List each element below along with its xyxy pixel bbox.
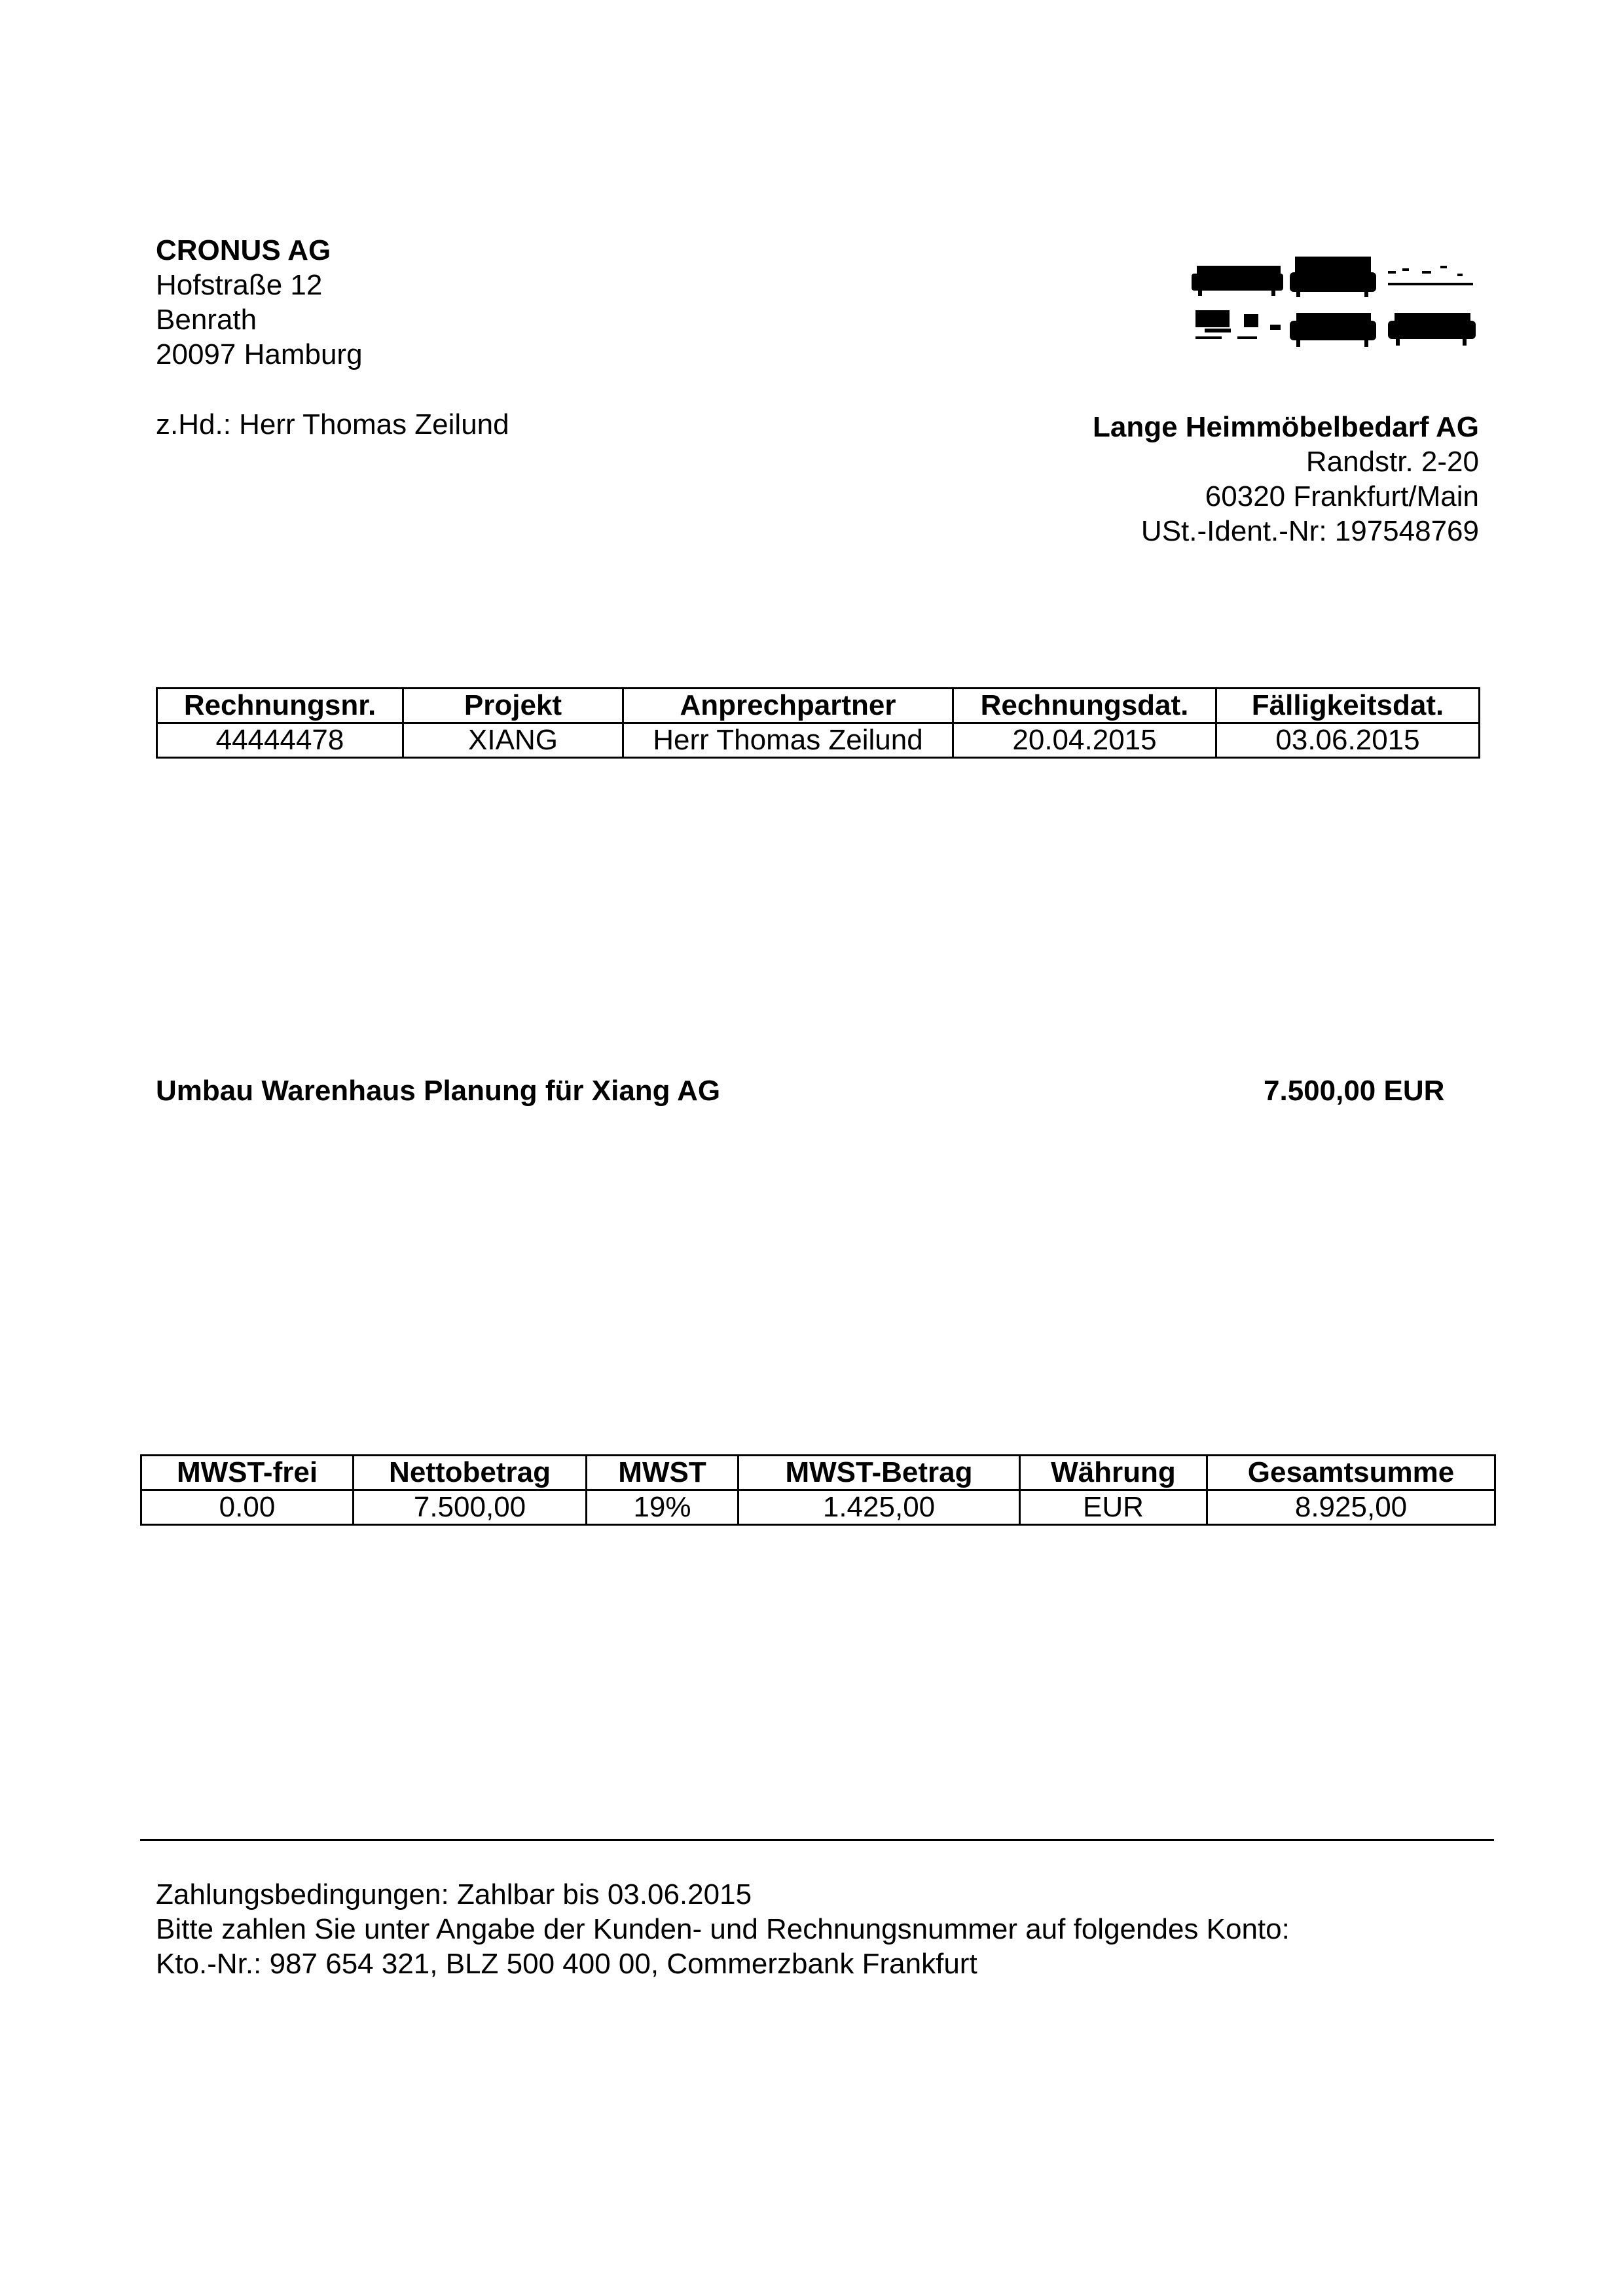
recipient-attention: z.Hd.: Herr Thomas Zeilund: [156, 408, 509, 440]
payment-instructions-line: Bitte zahlen Sie unter Angabe der Kunden- und Rechnungsnummer auf folgendes Konto:: [156, 1913, 1290, 1945]
recipient-city: 20097 Hamburg: [156, 338, 363, 370]
invoice-date: 20.04.2015: [953, 723, 1216, 758]
table-header-row: [141, 1456, 1495, 1490]
sofa-icon: [1192, 266, 1283, 296]
header-vat-rate: MWST: [587, 1456, 739, 1490]
sender-company: Lange Heimmöbelbedarf AG: [1092, 411, 1479, 443]
currency-value: EUR: [1020, 1490, 1207, 1525]
sofa-furniture-logo-icon: [1192, 251, 1480, 356]
header-project: Projekt: [403, 689, 623, 723]
vat-rate-value: 19%: [587, 1490, 739, 1525]
sofa-icon: [1290, 257, 1376, 297]
project: XIANG: [403, 723, 623, 758]
header-total: Gesamtsumme: [1207, 1456, 1495, 1490]
net-amount-value: 7.500,00: [354, 1490, 587, 1525]
table-row: [157, 723, 1480, 758]
sofa-icon: [1388, 266, 1473, 285]
payment-terms-line: Zahlungsbedingungen: Zahlbar bis 03.06.2015: [156, 1878, 752, 1910]
due-date: 03.06.2015: [1216, 723, 1480, 758]
table-header-row: [157, 689, 1480, 723]
line-item-amount: 7.500,00 EUR: [1264, 1075, 1445, 1107]
header-contact: Anprechpartner: [623, 689, 953, 723]
header-invoice-number: Rechnungsnr.: [157, 689, 403, 723]
header-net-amount: Nettobetrag: [354, 1456, 587, 1490]
header-invoice-date: Rechnungsdat.: [953, 689, 1216, 723]
invoice-info-table: [156, 687, 1480, 759]
total-value: 8.925,00: [1207, 1490, 1495, 1525]
totals-table: [140, 1454, 1496, 1526]
contact-person: Herr Thomas Zeilund: [623, 723, 953, 758]
sender-city: 60320 Frankfurt/Main: [1205, 480, 1479, 512]
recipient-street: Hofstraße 12: [156, 269, 323, 301]
invoice-number: 44444478: [157, 723, 403, 758]
header-vat-amount: MWST-Betrag: [739, 1456, 1020, 1490]
bank-account-line: Kto.-Nr.: 987 654 321, BLZ 500 400 00, Commerzbank Frankfurt: [156, 1948, 977, 1980]
sender-address: [1093, 410, 1479, 548]
recipient-company: CRONUS AG: [156, 234, 331, 266]
sender-street: Randstr. 2-20: [1305, 446, 1479, 478]
header-due-date: Fälligkeitsdat.: [1216, 689, 1480, 723]
recipient-address: [156, 233, 363, 372]
payment-terms: [156, 1877, 1290, 1981]
recipient-district: Benrath: [156, 304, 257, 336]
sender-vat-id: USt.-Ident.-Nr: 197548769: [1140, 515, 1479, 547]
sofa-icon: [1195, 310, 1281, 339]
sofa-icon: [1290, 313, 1376, 347]
table-row: [141, 1490, 1495, 1525]
header-currency: Währung: [1020, 1456, 1207, 1490]
line-item-description: Umbau Warenhaus Planung für Xiang AG: [156, 1075, 721, 1107]
sofa-icon: [1388, 313, 1476, 346]
vat-amount-value: 1.425,00: [739, 1490, 1020, 1525]
footer-divider: [140, 1839, 1494, 1841]
vat-free-value: 0.00: [141, 1490, 354, 1525]
header-vat-free: MWST-frei: [141, 1456, 354, 1490]
